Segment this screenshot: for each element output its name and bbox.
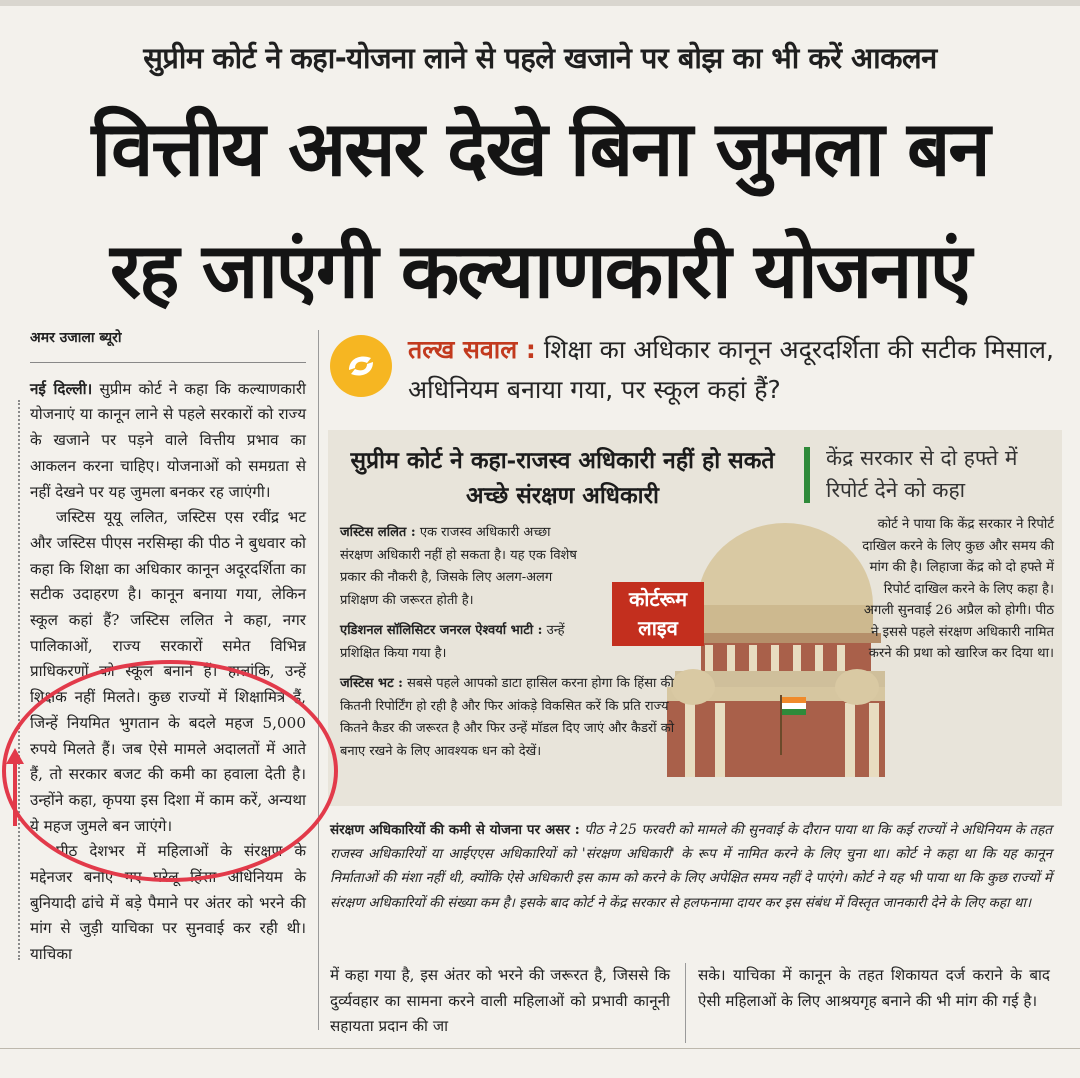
quote-1 bbox=[340, 522, 580, 612]
column-divider bbox=[318, 330, 319, 1030]
article-para-2: जस्टिस यूयू ललित, जस्टिस एस रवींद्र भट और जस्टिस पीएस नरसिम्हा की पीठ ने बुधवार को कहा कि शिक्षा का अधिकार कानून अदूरदर्शिता का सटीक उदाहरण है। कानून बनाया गया, लेकिन स्कूल कहां हैं? जस्टिस ललित ने कहा, नगर पालिकाओं, राज्य सरकारों समेत विभिन्न प्राधिकरणों को स्कूल बनाने हैं। हालांकि, उन्हें शिक्षक नहीं मिलते। कुछ राज्यों में शिक्षामित्र हैं, जिन्हें नियमित भुगतान के बदले महज 5,000 रुपये मिलते हैं। जब ऐसे मामले अदालतों में आते हैं, तो सरकार बजट की कमी का हवाला देती है। उन्होंने कहा, कृपया इस दिशा में काम करें, अन्यथा ये महज जुमले बन जाएंगे। bbox=[30, 508, 306, 835]
green-accent-bar bbox=[804, 447, 810, 503]
kicker-headline: सुप्रीम कोर्ट ने कहा-योजना लाने से पहले खजाने पर बोझ का भी करें आकलन bbox=[143, 41, 937, 75]
headline-line-2: रह जाएंगी कल्याणकारी योजनाएं bbox=[109, 226, 971, 315]
side-headline: केंद्र सरकार से दो हफ्ते में रिपोर्ट देने को कहा bbox=[826, 446, 1018, 502]
quote-1-text: एक राजस्व अधिकारी अच्छा संरक्षण अधिकारी नहीं हो सकता है। यह एक विशेष प्रकार की नौकरी है, जिसके लिए अलग-अलग प्रशिक्षण की जरूरत होती है। bbox=[340, 525, 577, 608]
quote-2 bbox=[340, 620, 580, 665]
side-text: कोर्ट ने पाया कि केंद्र सरकार ने रिपोर्ट दाखिल करने के लिए कुछ और समय की मांग की है। लिहाजा केंद्र को दो हफ्ते में रिपोर्ट दाखिल करने के लिए कहा है। अगली सुनवाई 26 अप्रैल को होगी। पीठ ने इससे पहले संरक्षण अधिकारी नामित करने की प्रथा को खारिज कर दिया था। bbox=[862, 517, 1054, 661]
callout-question bbox=[408, 330, 1058, 410]
article-para-3: पीठ देशभर में महिलाओं के संरक्षण के मद्देनजर बनाए गए घरेलू हिंसा अधिनियम के बुनियादी ढांचे में बड़े पैमाने पर अंतर को भरने की मांग से जुड़ी याचिका पर सुनवाई कर रही थी। याचिका bbox=[30, 842, 306, 964]
byline: अमर उजाला ब्यूरो bbox=[30, 326, 306, 363]
subsection-text: पीठ ने 25 फरवरी को मामले की सुनवाई के दौरान पाया था कि कई राज्यों ने अधिनियम के तहत राजस्व अधिकारियों या आईएएस अधिकारियों को 'संरक्षण अधिकारी' के रूप में नामित करने के लिए चुना था। कोर्ट ने कहा था कि यह कानून निर्माताओं की मंशा नहीं थी, क्योंकि ऐसे अधिकारी इस काम को करने के लिए अपेक्षित समय नहीं दे पाएंगे। कोर्ट ने यह भी पाया था कि कुछ राज्यों में संरक्षण अधिकारियों की संख्या कम है। इसके बाद कोर्ट ने केंद्र सरकार से हलफनामा दायर कर इस संबंध में विस्तृत जानकारी देने के लिए कहा था। bbox=[330, 822, 1052, 911]
box-headline: सुप्रीम कोर्ट ने कहा-राजस्व अधिकारी नहीं हो सकते अच्छे संरक्षण अधिकारी bbox=[350, 447, 775, 509]
badge-line-2: लाइव bbox=[638, 616, 678, 640]
article-para-1 bbox=[30, 377, 306, 506]
bottom-column-2: सके। याचिका में कानून के तहत शिकायत दर्ज कराने के बाद ऐसी महिलाओं के लिए आश्रयगृह बनाने की भी मांग की गई है। bbox=[698, 966, 1050, 1010]
badge-line-1: कोर्टरूम bbox=[628, 587, 688, 611]
dateline: नई दिल्ली। bbox=[30, 379, 93, 398]
quote-3-text: सबसे पहले आपको डाटा हासिल करना होगा कि हिंसा की कितनी रिपोर्टिंग हो रही है और फिर आंकड़े विकसित करें कि प्रति राज्य कितने कैडर की जरूरत है और फिर उन्हें मॉडल दिए जाएं और कैडरों को बनाए रखने के लिए आवश्यक धन को देखें। bbox=[340, 676, 675, 759]
bottom-frame-line bbox=[0, 1048, 1080, 1049]
dotted-margin-line bbox=[18, 400, 20, 960]
main-headline bbox=[24, 88, 1056, 332]
amar-ujala-logo-icon bbox=[330, 335, 392, 397]
subsection-lead: संरक्षण अधिकारियों की कमी से योजना पर असर : bbox=[330, 822, 580, 838]
callout-label: तल्ख सवाल : bbox=[408, 335, 536, 364]
quote-3-speaker: जस्टिस भट : bbox=[340, 676, 403, 691]
para-1-text: सुप्रीम कोर्ट ने कहा कि कल्याणकारी योजनाएं या कानून लाने से पहले सरकारों को राज्य के खजाने पर पड़ने वाले वित्तीय प्रभाव का आकलन करना चाहिए। योजनाओं को समग्रता से नहीं देखने पर यह जुमला बनकर रह जाएंगी। bbox=[30, 379, 306, 501]
bottom-column-divider bbox=[685, 963, 686, 1043]
callout-text: शिक्षा का अधिकार कानून अदूरदर्शिता की सटीक मिसाल, अधिनियम बनाया गया, पर स्कूल कहां हैं? bbox=[408, 335, 1054, 404]
bottom-column-1: में कहा गया है, इस अंतर को भरने की जरूरत है, जिससे कि दुर्व्यवहार का सामना करने वाली महिलाओं को प्रभावी कानूनी सहायता प्रदान की जा bbox=[330, 966, 670, 1035]
courtroom-live-badge bbox=[612, 582, 704, 646]
headline-line-1: वित्तीय असर देखे बिना जुमला बन bbox=[91, 104, 989, 193]
red-highlight-circle bbox=[2, 660, 338, 882]
quote-3 bbox=[340, 673, 685, 763]
quote-2-text: उन्हें प्रशिक्षित किया गया है। bbox=[340, 623, 565, 661]
quote-1-speaker: जस्टिस ललित : bbox=[340, 525, 416, 540]
subsection-paragraph bbox=[330, 818, 1052, 915]
quote-2-speaker: एडिशनल सॉलिसिटर जनरल ऐश्वर्या भाटी : bbox=[340, 623, 543, 638]
red-arrow-icon bbox=[2, 748, 28, 828]
top-strip bbox=[0, 0, 1080, 6]
